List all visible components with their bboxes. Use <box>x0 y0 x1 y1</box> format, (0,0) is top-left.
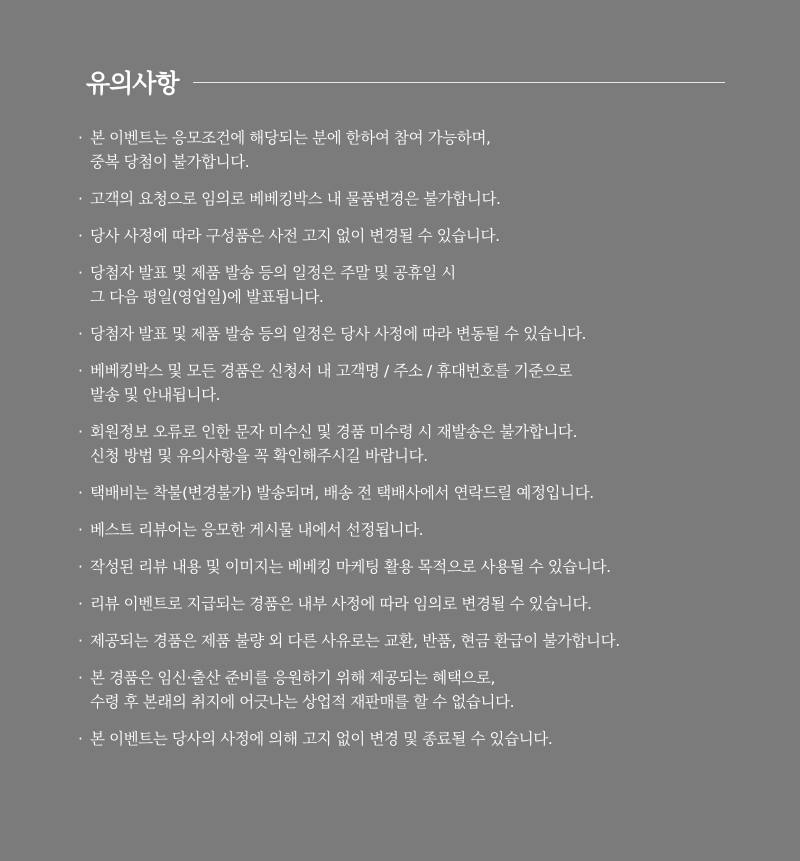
notice-item <box>78 322 740 346</box>
notice-text: 당사 사정에 따라 구성품은 사전 고지 없이 변경될 수 있습니다. <box>90 227 500 245</box>
notice-text: 작성된 리뷰 내용 및 이미지는 베베킹 마케팅 활용 목적으로 사용될 수 있습니다. <box>90 558 611 576</box>
notice-item <box>78 187 740 211</box>
notice-text: 베스트 리뷰어는 응모한 게시물 내에서 선정됩니다. <box>90 521 424 539</box>
notice-text: 제공되는 경품은 제품 불량 외 다른 사유로는 교환, 반품, 현금 환급이 불가합니다. <box>90 632 620 650</box>
bullet-icon: · <box>78 730 83 748</box>
notice-item <box>78 666 740 714</box>
bullet-icon: · <box>78 632 83 650</box>
notice-text: 당첨자 발표 및 제품 발송 등의 일정은 당사 사정에 따라 변동될 수 있습니다. <box>90 325 587 343</box>
notice-list <box>78 126 740 764</box>
bullet-icon: · <box>78 227 83 245</box>
bullet-icon: · <box>78 521 83 539</box>
notice-item <box>78 224 740 248</box>
notice-text: 베베킹박스 및 모든 경품은 신청서 내 고객명 / 주소 / 휴대번호를 기준으로 <box>90 362 573 380</box>
bullet-icon: · <box>78 669 83 687</box>
notice-item <box>78 420 740 468</box>
notice-text: 택배비는 착불(변경불가) 발송되며, 배송 전 택배사에서 연락드릴 예정입니다. <box>90 484 594 502</box>
notice-item <box>78 481 740 505</box>
bullet-icon: · <box>78 264 83 282</box>
notice-item <box>78 555 740 579</box>
bullet-icon: · <box>78 558 83 576</box>
notice-text: 리뷰 이벤트로 지급되는 경품은 내부 사정에 따라 임의로 변경될 수 있습니다. <box>90 595 592 613</box>
page-title: 유의사항 <box>86 69 179 98</box>
notice-text: 회원정보 오류로 인한 문자 미수신 및 경품 미수령 시 재발송은 불가합니다. <box>90 423 577 441</box>
notice-item <box>78 359 740 407</box>
bullet-icon: · <box>78 129 83 147</box>
notice-item <box>78 126 740 174</box>
bullet-icon: · <box>78 484 83 502</box>
notice-text-continued: 수령 후 본래의 취지에 어긋나는 상업적 재판매를 할 수 없습니다. <box>90 693 515 711</box>
notice-text: 본 이벤트는 당사의 사정에 의해 고지 없이 변경 및 종료될 수 있습니다. <box>90 730 553 748</box>
notice-text-continued: 신청 방법 및 유의사항을 꼭 확인해주시길 바랍니다. <box>90 447 428 465</box>
notice-header <box>86 64 725 100</box>
notice-item <box>78 592 740 616</box>
notice-item <box>78 261 740 309</box>
notice-text: 본 경품은 임신·출산 준비를 응원하기 위해 제공되는 혜택으로, <box>90 669 496 687</box>
notice-text: 당첨자 발표 및 제품 발송 등의 일정은 주말 및 공휴일 시 <box>90 264 456 282</box>
bullet-icon: · <box>78 325 83 343</box>
notice-text: 고객의 요청으로 임의로 베베킹박스 내 물품변경은 불가합니다. <box>90 190 501 208</box>
title-divider <box>193 82 725 83</box>
notice-text-continued: 발송 및 안내됩니다. <box>90 386 221 404</box>
bullet-icon: · <box>78 423 83 441</box>
notice-item <box>78 518 740 542</box>
notice-item <box>78 727 740 751</box>
bullet-icon: · <box>78 190 83 208</box>
bullet-icon: · <box>78 595 83 613</box>
notice-text-continued: 중복 당첨이 불가합니다. <box>90 153 250 171</box>
notice-item <box>78 629 740 653</box>
notice-text: 본 이벤트는 응모조건에 해당되는 분에 한하여 참여 가능하며, <box>90 129 491 147</box>
bullet-icon: · <box>78 362 83 380</box>
notice-text-continued: 그 다음 평일(영업일)에 발표됩니다. <box>90 288 324 306</box>
